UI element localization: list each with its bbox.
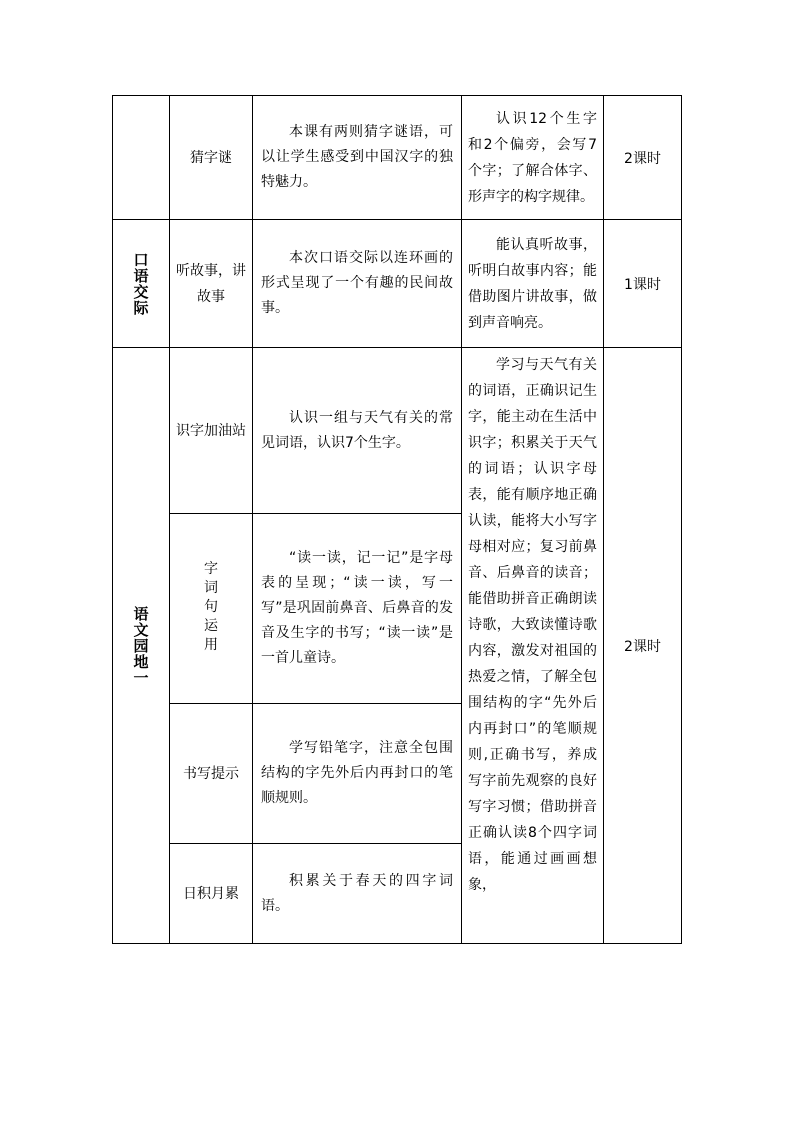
goal-cell: 能认真听故事，听明白故事内容；能借助图片讲故事，做到声音响亮。 bbox=[462, 220, 604, 348]
table-row bbox=[113, 348, 682, 514]
topic-cell: 听故事，讲故事 bbox=[170, 220, 253, 348]
description-cell: “读一读，记一记”是字母表的呈现；“读一读，写一写”是巩固前鼻音、后鼻音的发音及生字的书写；“读一读”是一首儿童诗。 bbox=[253, 514, 462, 704]
goal-cell: 认识12个生字和2个偏旁，会写7个字；了解合体字、形声字的构字规律。 bbox=[462, 96, 604, 220]
topic-cell: 书写提示 bbox=[170, 704, 253, 844]
topic-cell: 日积月累 bbox=[170, 844, 253, 944]
hours-cell: 2课时 bbox=[604, 348, 682, 944]
description-cell: 认识一组与天气有关的常见词语，认识7个生字。 bbox=[253, 348, 462, 514]
lesson-plan-table bbox=[112, 95, 682, 944]
hours-cell: 1课时 bbox=[604, 220, 682, 348]
description-cell: 本次口语交际以连环画的形式呈现了一个有趣的民间故事。 bbox=[253, 220, 462, 348]
section-cell bbox=[113, 96, 170, 220]
topic-cell: 识字加油站 bbox=[170, 348, 253, 514]
description-cell: 学写铅笔字，注意全包围结构的字先外后内再封口的笔顺规则。 bbox=[253, 704, 462, 844]
section-cell: 语文园地一 bbox=[113, 348, 170, 944]
goal-cell: 学习与天气有关的词语，正确识记生字，能主动在生活中识字；积累关于天气的词语；认识字母表，能有顺序地正确认读，能将大小写字母相对应；复习前鼻音、后鼻音的读音；能借助拼音正确朗读诗歌，大致读懂诗歌内容，激发对祖国的热爱之情，了解全包围结构的字“先外后内再封口”的笔顺规则,正确书写，养成写字前先观察的良好写字习惯；借助拼音正确认读8个四字词语，能通过画画想象， bbox=[462, 348, 604, 944]
description-cell: 积累关于春天的四字词语。 bbox=[253, 844, 462, 944]
hours-cell: 2课时 bbox=[604, 96, 682, 220]
table-row bbox=[113, 220, 682, 348]
description-cell: 本课有两则猜字谜语，可以让学生感受到中国汉字的独特魅力。 bbox=[253, 96, 462, 220]
section-cell: 口语交际 bbox=[113, 220, 170, 348]
table-row bbox=[113, 96, 682, 220]
topic-cell: 字词句运用 bbox=[170, 514, 253, 704]
topic-cell: 猜字谜 bbox=[170, 96, 253, 220]
